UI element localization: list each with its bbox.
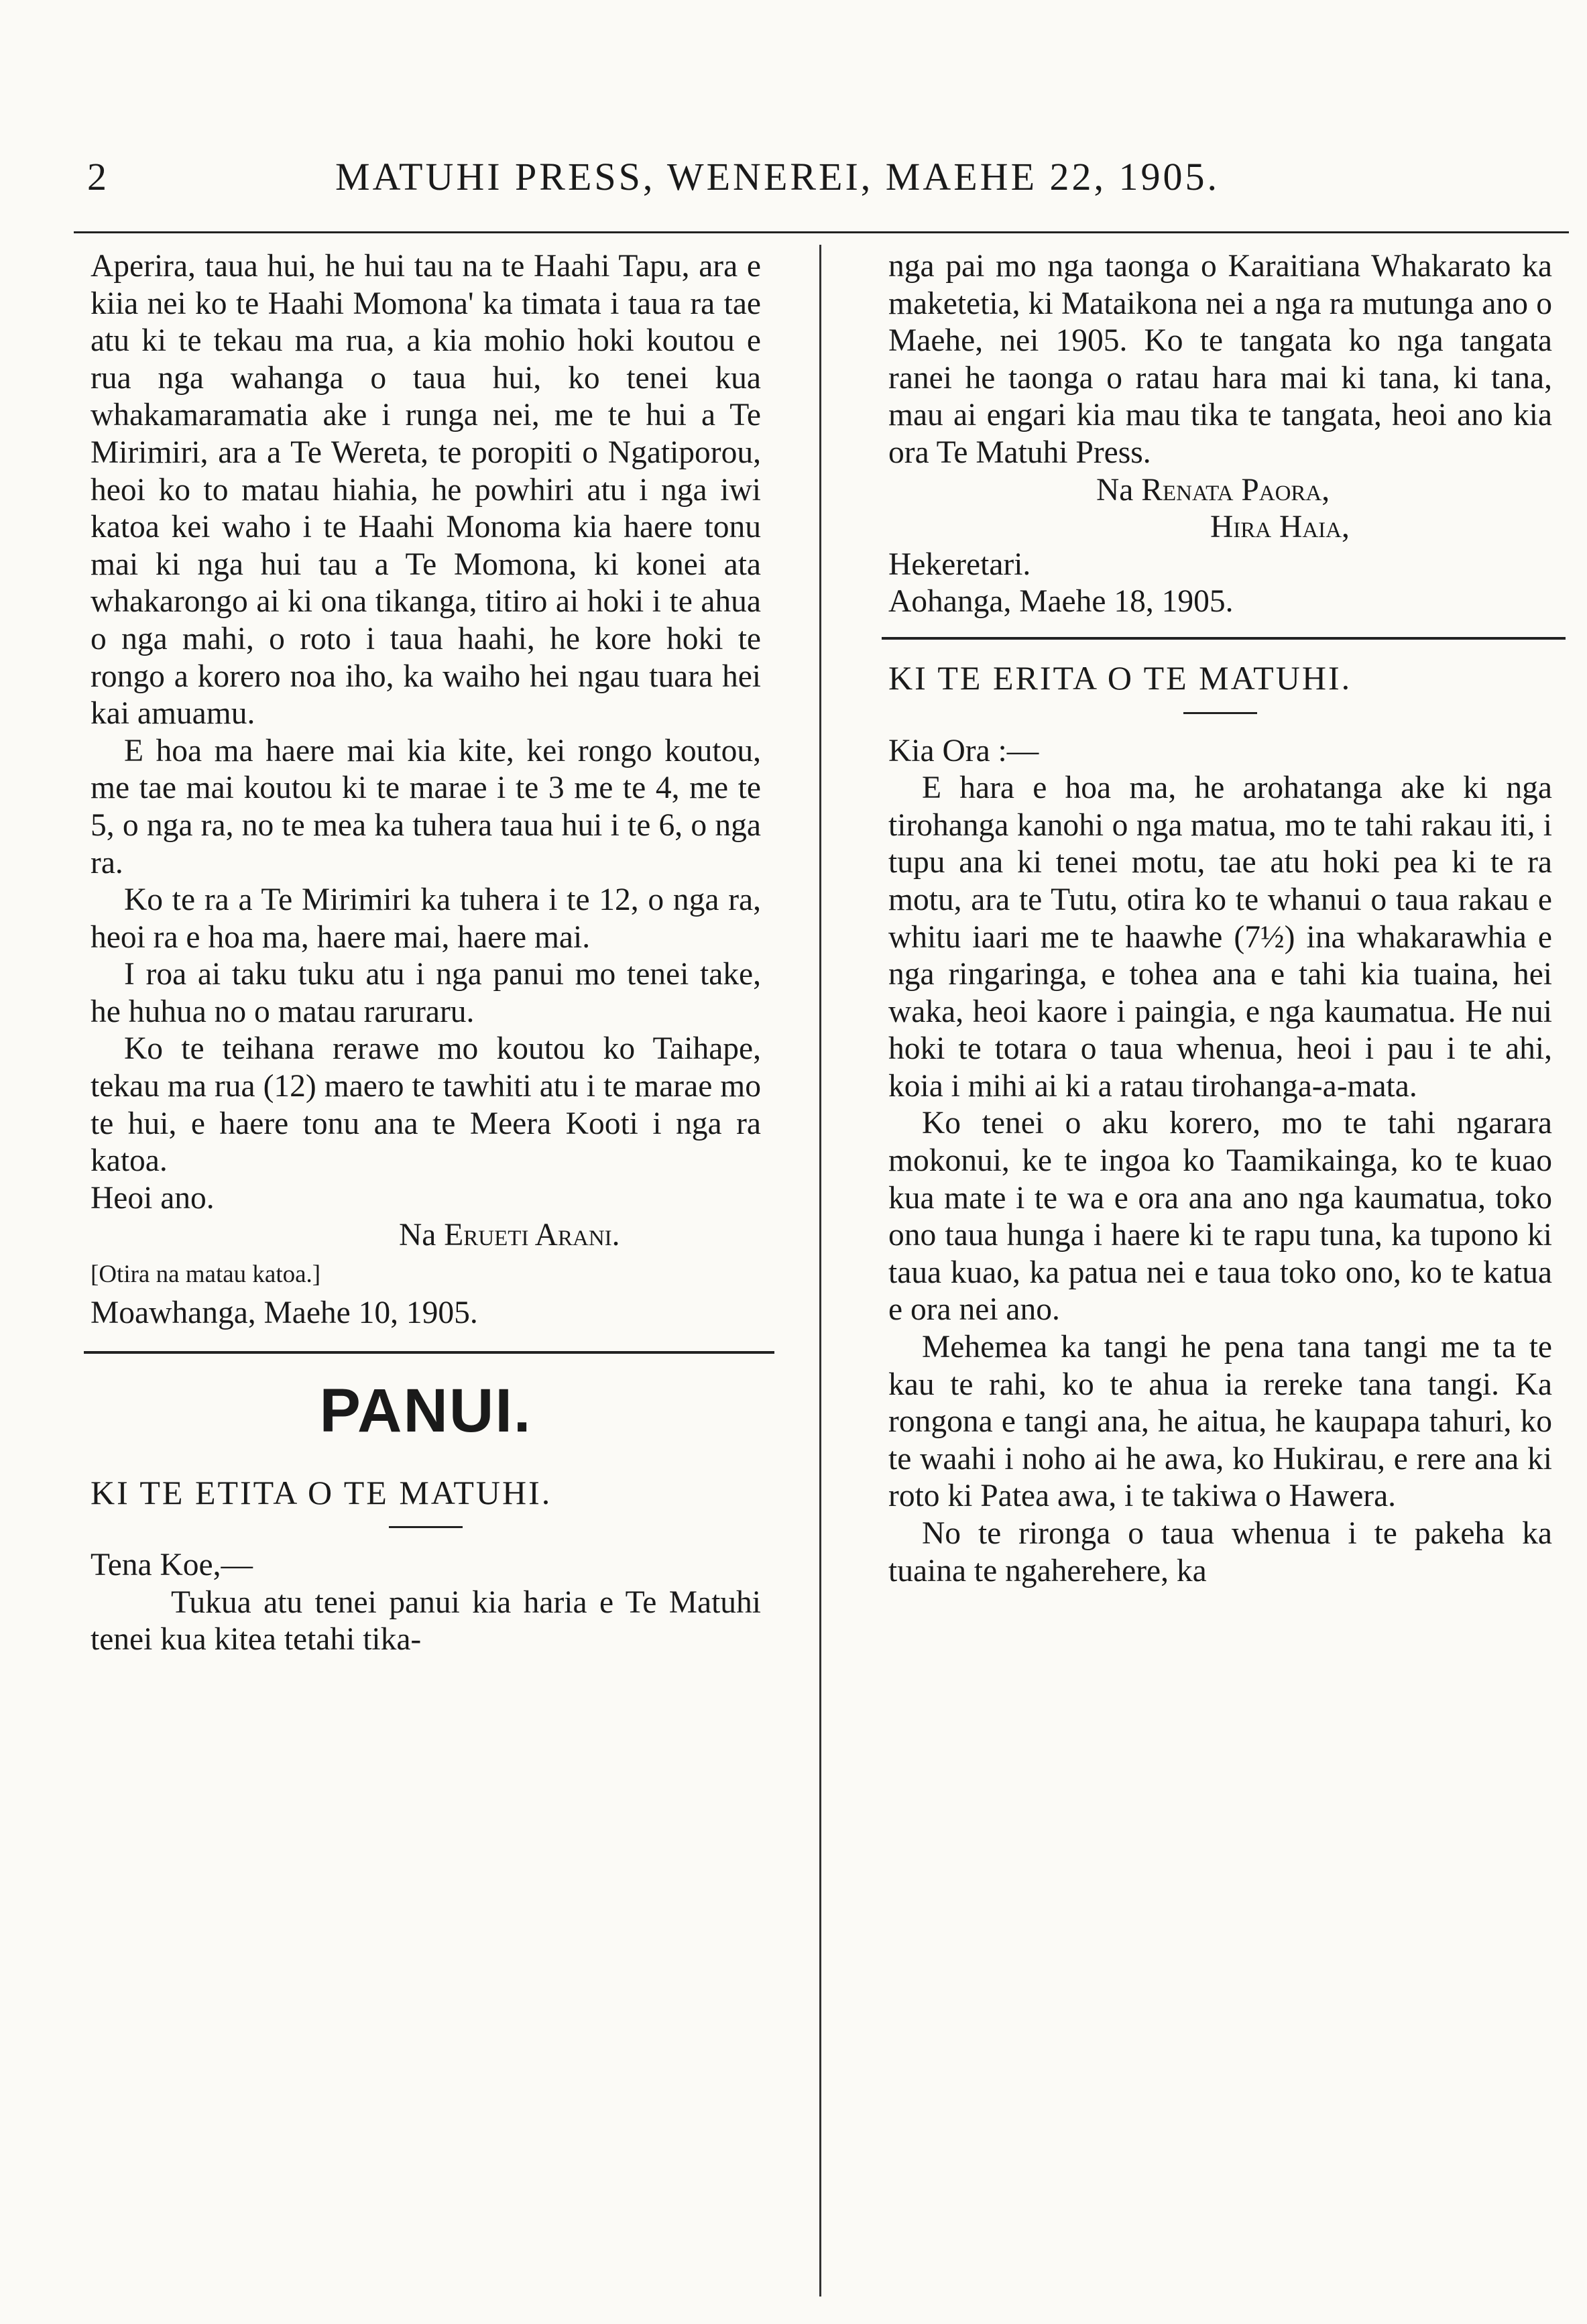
signature-prefix: Na — [1096, 472, 1134, 508]
signature — [888, 472, 1552, 510]
article-paragraph: I roa ai taku tuku atu i nga panui mo tenei take, he huhua no o matau raruraru. — [91, 957, 761, 1029]
section-heading: KI TE ETITA O TE MATUHI. — [91, 1473, 552, 1511]
greeting: Tena Koe,— — [91, 1548, 253, 1583]
left-column — [91, 248, 761, 1659]
section-rule — [84, 1351, 774, 1354]
article-paragraph: Ko tenei o aku korero, mo te tahi ngarara mokonui, ke te ingoa ko Taamikainga, ko te kuao kua mate i te wa e ora ana ano nga kaumatua, toko ono taua hunga i haere ki te rapu tuna, ka tupono ki taua kuao, ka patua nei e taua toko ono, ko te katua e ora nei ano. — [888, 1106, 1552, 1328]
signature-prefix: Na — [399, 1218, 436, 1253]
closing-line: Heoi ano. — [91, 1180, 215, 1216]
signature-role: Hekeretari. — [888, 546, 1031, 582]
signature-name: Renata Paora, — [1141, 472, 1330, 508]
short-rule — [1183, 712, 1257, 714]
article-paragraph: Ko te ra a Te Mirimiri ka tuhera i te 12, o nga ra, heoi ra e hoa ma, haere mai, haere mai. — [91, 882, 761, 955]
signature-name: Erueti Arani. — [444, 1218, 620, 1253]
header-rule — [74, 231, 1569, 233]
short-rule — [389, 1526, 463, 1528]
article-paragraph: E hara e hoa ma, he arohatanga ake ki nga tirohanga kanohi o nga matua, mo te tahi rakau iti, i tupu ana ki tenei motu, tae atu hoki pea ki te ra motu, ara te Tutu, otira ko te whanui o taua rakau e whitu iaari me te haawhe (7½) ina whakarawhia e nga ringaringa, e tohea ana e tahi kia tuaina, hei waka, heoi kaore i paingia, e nga kaumatua. He nui hoki te totara o taua whenua, heoi i pau i te ahi, koia i mihi ai ki a ratau tirohanga-a-mata. — [888, 770, 1552, 1104]
page-number: 2 — [87, 155, 107, 198]
right-column — [888, 248, 1552, 1590]
masthead-title: MATUHI PRESS, WENEREI, MAEHE 22, 1905. — [335, 155, 1220, 198]
signature-note: [Otira na matau katoa.] — [91, 1261, 321, 1289]
article-paragraph: Ko te teihana rerawe mo koutou ko Taihape, tekau ma rua (12) maero te tawhiti atu i te marae mo te hui, e haere tonu ana te Meera Kooti i nga ra katoa. — [91, 1031, 761, 1179]
section-heading: KI TE ERITA O TE MATUHI. — [888, 658, 1352, 697]
place-date: Aohanga, Maehe 18, 1905. — [888, 584, 1234, 620]
section-rule — [882, 637, 1566, 640]
column-divider — [819, 245, 821, 2297]
article-paragraph: Aperira, taua hui, he hui tau na te Haahi Tapu, ara e kiia nei ko te Haahi Momona' ka timata i taua ra tae atu ki te tekau ma rua, a kia mohio hoki koutou e rua nga wahanga o taua hui, ko tenei kua whakamaramatia ake i runga nei, me te hui a Te Mirimiri, ara a Te Wereta, te poropiti o Ngatiporou, heoi ko to matau hiahia, he powhiri atu i nga iwi katoa kei waho i te Haahi Monoma kia haere tonu mai ki nga hui tau a Te Momona, ki konei ata whakarongo ai ki ona tikanga, titiro ai hoki i te ahua o nga mahi, o roto i taua haahi, he kore hoki te rongo a korero noa iho, ka waiho hei ngau tuara hei kai amuamu. — [91, 249, 761, 732]
place-date: Moawhanga, Maehe 10, 1905. — [91, 1295, 478, 1331]
article-paragraph: E hoa ma haere mai kia kite, kei rongo koutou, me tae mai koutou ki te marae i te 3 me te 4, me te 5, o nga ra, no te mea ka tuhera taua hui i te 6, o nga ra. — [91, 733, 761, 880]
article-paragraph: Tukua atu tenei panui kia haria e Te Matuhi tenei kua kitea tetahi tika- — [91, 1584, 761, 1658]
signature-name: Hira Haia, — [1210, 510, 1350, 545]
article-paragraph: No te rironga o taua whenua i te pakeha ka tuaina te ngaherehere, ka — [888, 1516, 1552, 1588]
panui-heading: PANUI. — [319, 1376, 532, 1445]
greeting: Kia Ora :— — [888, 733, 1039, 768]
page-header — [87, 154, 1482, 215]
article-paragraph: Mehemea ka tangi he pena tana tangi me ta te kau te rahi, ko te ahua ia rereke tana tangi. Ka rongona e tangi ana, he aitua, he kaupapa tahuri, ko te waahi i noho ai he awa, ko Hukirau, e rere ana ki roto ki Patea awa, i te takiwa o Hawera. — [888, 1330, 1552, 1514]
article-paragraph: nga pai mo nga taonga o Karaitiana Whakarato ka maketetia, ki Mataikona nei a nga ra mutunga ano o Maehe, nei 1905. Ko te tangata ko nga tangata ranei he taonga o ratau hara mai ki tana, ki tana, mau ai engari kia mau tika te tangata, heoi ano kia ora Te Matuhi Press. — [888, 249, 1552, 470]
signature — [91, 1217, 761, 1255]
